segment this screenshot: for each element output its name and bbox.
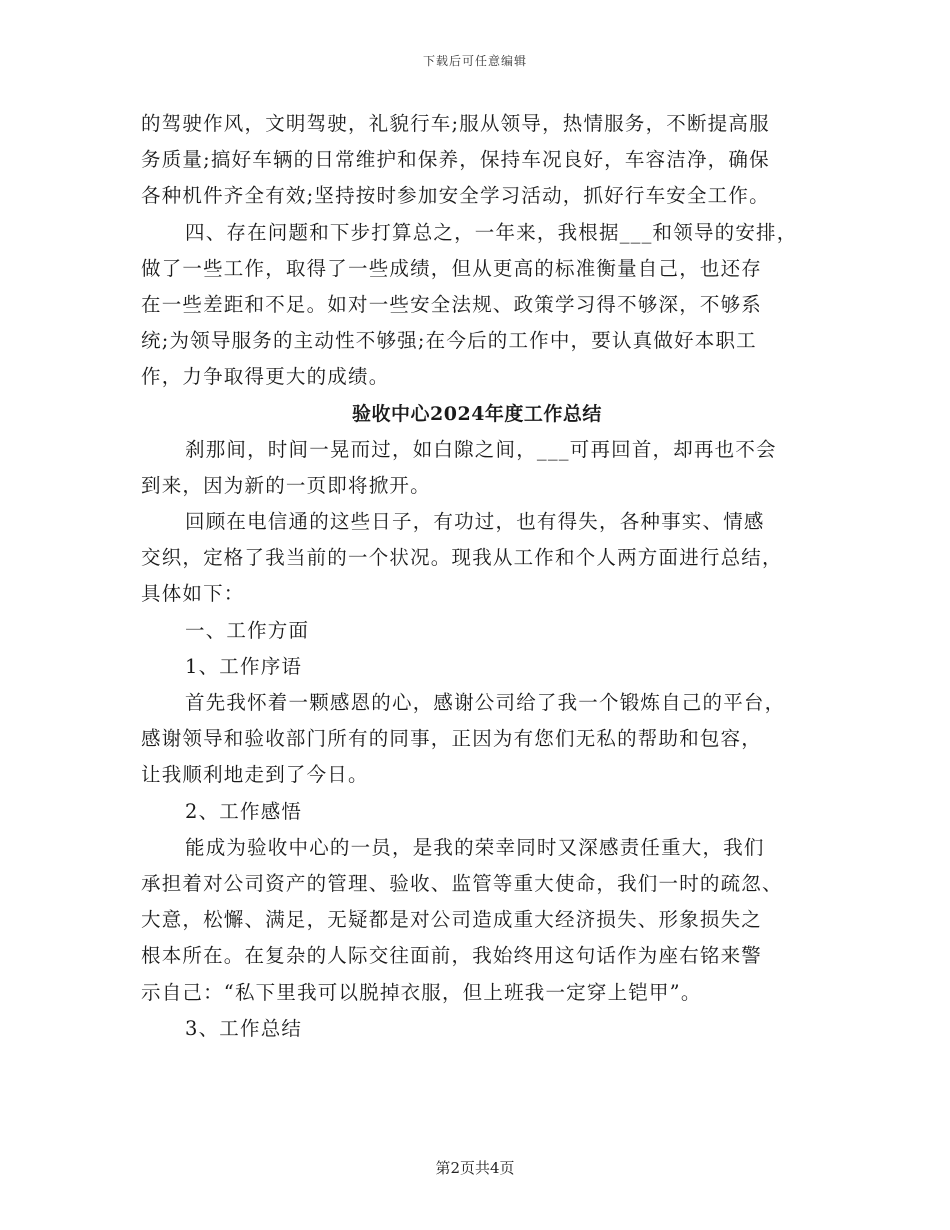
text-line: 承担着对公司资产的管理、验收、监管等重大使命，我们一时的疏忽、	[141, 871, 783, 895]
text-line: 统;为领导服务的主动性不够强;在今后的工作中，要认真做好本职工	[141, 329, 757, 353]
text-line: 一、工作方面	[185, 618, 310, 642]
text-line: 做了一些工作，取得了一些成绩，但从更高的标准衡量自己，也还存	[141, 256, 763, 280]
text-line: 根本所在。在复杂的人际交往面前，我始终用这句话作为座右铭来警	[141, 944, 763, 968]
text-line: 的驾驶作风，文明驾驶，礼貌行车;服从领导，热情服务，不断提高服	[141, 112, 770, 135]
text-line: 感谢领导和验收部门所有的同事，正因为有您们无私的帮助和包容，	[141, 727, 763, 751]
text-line: 示自己：“私下里我可以脱掉衣服，但上班我一定穿上铠甲”。	[141, 980, 702, 1004]
document-body	[141, 106, 813, 1047]
text-line: 让我顺利地走到了今日。	[141, 763, 369, 787]
text-line: 具体如下：	[141, 582, 245, 606]
text-line: 务质量;搞好车辆的日常维护和保养，保持车况良好，车容洁净，确保	[141, 148, 770, 172]
page-footer: 第2页共4页	[435, 1159, 515, 1177]
text-line: 2、工作感悟	[185, 799, 303, 823]
text-line: 各种机件齐全有效;坚持按时参加安全学习活动，抓好行车安全工作。	[141, 184, 770, 208]
text-line: 大意，松懈、满足，无疑都是对公司造成重大经济损失、形象损失之	[141, 908, 763, 932]
text-line: 交织，定格了我当前的一个状况。现我从工作和个人两方面进行总结，	[141, 546, 783, 570]
page-header: 下载后可任意编辑	[422, 54, 527, 68]
text-line: 能成为验收中心的一员，是我的荣幸同时又深感责任重大，我们	[185, 835, 765, 859]
text-line: 四、存在问题和下步打算总之，一年来，我根据___和领导的安排，	[185, 220, 798, 244]
text-line: 1、工作序语	[185, 654, 303, 678]
text-line: 3、工作总结	[185, 1016, 303, 1040]
text-line: 在一些差距和不足。如对一些安全法规、政策学习得不够深，不够系	[141, 292, 763, 316]
text-line: 到来，因为新的一页即将掀开。	[141, 473, 431, 497]
section-title: 验收中心2024年度工作总结	[352, 402, 602, 425]
text-line: 首先我怀着一颗感恩的心，感谢公司给了我一个锻炼自己的平台，	[185, 691, 786, 714]
text-line: 回顾在电信通的这些日子，有功过，也有得失，各种事实、情感	[185, 510, 765, 534]
text-line: 刹那间，时间一晃而过，如白隙之间，___可再回首，却再也不会	[185, 437, 777, 461]
text-line: 作，力争取得更大的成绩。	[141, 365, 390, 389]
